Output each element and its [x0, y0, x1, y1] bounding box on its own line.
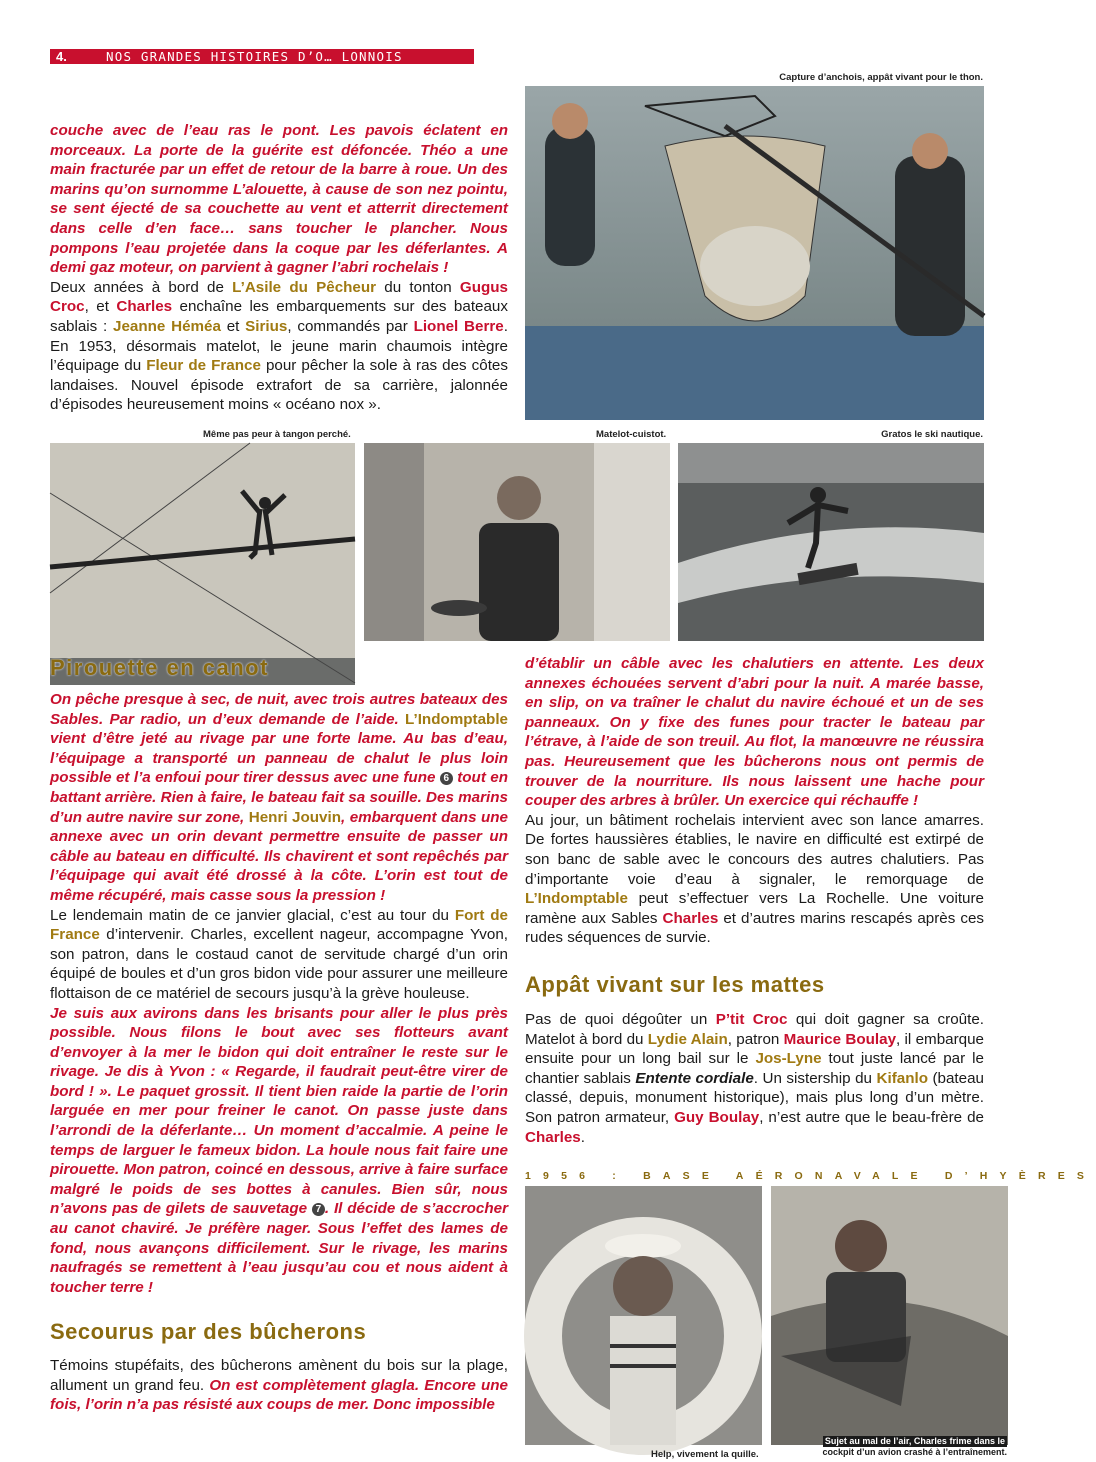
intro-text	[50, 121, 508, 415]
boat-indomptable-2: L’Indomptable	[525, 890, 628, 908]
photo-cook	[364, 443, 670, 641]
right-column-c	[525, 1010, 984, 1147]
right-c6: . Un sistership du	[753, 1069, 872, 1087]
left-column	[50, 690, 508, 1297]
left-a4: , embarquent dans une annexe avec un orin devant permettre ensuite de passer un câble au bateau en difficulté. Ils chavirent et sont repêchés par l’équipage qui avait été drossé à la côte. L’orin est tout de même récupéré, mais casse sous la pression !	[50, 808, 508, 904]
left-d1: Témoins stupéfaits, des bûcherons amènent du bois sur la plage, allument un grand feu.	[50, 1357, 508, 1394]
intro-t2: du tonton	[384, 278, 452, 296]
photo-cockpit	[771, 1186, 1008, 1445]
footnote-6-icon: 6	[440, 772, 453, 785]
left-column-end	[50, 1356, 508, 1415]
intro-t6: , commandés par	[287, 317, 408, 335]
intro-quote-part-1: couche avec de l’eau ras le pont. Les pavois éclatent en morceaux. La porte de la guérite est défoncée. Théo a une main fracturée par un effet de retour de la barre à roue. Un des marins qu’on surnomme	[50, 122, 508, 198]
right-b2: peut s’effectuer vers La Rochelle. Une voiture ramène aux Sables	[525, 890, 984, 927]
photo-tangon	[50, 443, 355, 685]
intro-t3: , et	[84, 298, 109, 316]
intro-t4: enchaîne les embarquements sur des bateaux sablais :	[50, 298, 508, 335]
intro-t8: pour pêcher la sole à ras des côtes landaises. Nouvel épisode extrafort de sa carrière, jalonnée d’épisodes heureusement moins « océano nox ».	[50, 357, 508, 414]
name-charles-2: Charles	[662, 909, 719, 927]
pirouette-quote	[50, 690, 508, 906]
name-charles: Charles	[116, 298, 173, 316]
left-paragraph-b	[50, 906, 508, 1004]
intro-quote	[50, 121, 508, 278]
left-b2: d’intervenir. Charles, excellent nageur, accompagne Yvon, son patron, dans le costaud canot de servitude chargé d’un orin équipé de boules et d’un gros bidon vide pour assurer une meilleure flottaison de ce matériel de secours jusqu’à la grève houleuse.	[50, 926, 508, 1002]
right-c8: , n’est autre que le beau-frère de	[759, 1108, 984, 1126]
heading-pirouette: Pirouette en canot	[50, 655, 269, 680]
banner-1956: 1956 : BASE AÉRONAVALE D’HYÈRES	[525, 1170, 1096, 1182]
photo-water-ski	[678, 443, 984, 641]
caption-cook: Matelot-cuistot.	[596, 429, 667, 440]
left-c2: . Il décide de s’accrocher au canot chaviré. Je préfère nager. Sous l’effet des lames de fond, nous avançons difficilement. Sur le rivage, les marins naufragés se remettent à l’eau jusqu’au cou et nous aident à toucher terre !	[50, 1200, 508, 1296]
intro-nickname: L’alouette	[232, 180, 304, 198]
right-column	[525, 654, 984, 948]
photo-lifebuoy	[525, 1186, 762, 1445]
caption-ski: Gratos le ski nautique.	[881, 429, 983, 440]
right-c9: .	[580, 1128, 585, 1146]
name-gugus: Gugus Croc	[50, 278, 508, 316]
left-b1: Le lendemain matin de ce janvier glacial, c’est au tour du	[50, 906, 449, 924]
boat-jeanne: Jeanne Héméa	[113, 317, 221, 335]
right-paragraph-b	[525, 811, 984, 948]
boat-jos-lyne: Jos-Lyne	[755, 1050, 822, 1068]
caption-cockpit	[806, 1436, 1007, 1458]
heading-secourus: Secourus par des bûcherons	[50, 1319, 367, 1344]
left-a3: tout en battant arrière. Rien à faire, le bateau fait sa souille. Des marins d’un autre navire sur zone,	[50, 769, 508, 826]
right-b3: et d’autres marins rescapés après ces rudes séquences de survie.	[525, 909, 984, 947]
page-header	[50, 49, 474, 64]
right-c7: (bateau classé, depuis, monument historique), mais plus long d’un mètre. Son patron armateur,	[525, 1069, 984, 1126]
intro-paragraph	[50, 278, 508, 415]
boat-asile: L’Asile du Pêcheur	[232, 278, 377, 296]
boat-indomptable: L’Indomptable	[405, 710, 508, 728]
caption-cockpit-line1	[823, 1436, 1007, 1447]
page-number: 4.	[50, 49, 98, 64]
intro-t5: et	[226, 317, 240, 335]
photo-anchovy-catch	[525, 86, 984, 420]
boat-lydie: Lydie Alain	[647, 1030, 728, 1048]
left-a2: vient d’être jeté au rivage par une forte lame. Au bas d’eau, l’équipage a transporté un panneau de chalut le plus loin possible et l’a enfoui pour tirer dessus avec une fune	[50, 730, 508, 787]
left-d2: On est complètement glagla. Encore une fois, l’orin n’a pas résisté aux coups de mer. Donc impossible	[50, 1376, 508, 1414]
name-henri: Henri Jouvin	[248, 808, 341, 826]
left-c1: Je suis aux avirons dans les brisants pour aller le plus près possible. Nous filons le bout avec ses flotteurs avant d’envoyer à la mer le bidon qui doit entraîner le reste sur le rivage. Je dis à Yvon : « Regarde, il faudrait peut-être virer de bord ! ». Le paquet grossit. Il tient bien raide la partie de l’orin larguée en mer pour freiner le canot. On passe juste dans l’arrondi de la déferlante… Un moment d’accalmie. A peine le temps de larguer le fameux bidon. La houle nous fait faire une pirouette. Mon patron, coincé en dessous, arrive à faire surface malgré le poids de ses bottes à canules. Bien sûr, nous n’avons pas de gilets de sauvetage	[50, 1004, 508, 1218]
left-quote-c	[50, 1004, 508, 1298]
caption-quille: Help, vivement la quille.	[651, 1449, 759, 1460]
right-c5: tout juste lancé par le chantier sablais	[525, 1050, 984, 1087]
right-b1: Au jour, un bâtiment rochelais intervient avec son lance amarres. De fortes haussières établies, le navire en difficulté est extirpé de son banc de sable avec le concours des autres chalutiers. Pas d’importante voie d’eau à signaler, le remorquage de	[525, 811, 984, 888]
right-c1: Pas de quoi dégoûter un	[525, 1011, 708, 1028]
page-header-title: NOS GRANDES HISTOIRES D’O… LONNOIS	[106, 49, 403, 64]
intro-quote-part-2: , à cause de son nez pointu, se sent éjecté de sa couchette au vent et atterrit directement dans celle d’en face… sans toucher le plancher. Nous pompons l’eau projetée dans la coque par les déferlantes. A demi gaz moteur, on parvient à gagner l’abri rochelais !	[50, 180, 508, 277]
name-guy: Guy Boulay	[674, 1108, 760, 1126]
boat-fleur: Fleur de France	[146, 357, 261, 375]
name-lionel: Lionel Berre	[413, 317, 504, 335]
name-entente: Entente cordiale	[635, 1069, 754, 1087]
right-c2: qui doit gagner sa croûte. Matelot à bord du	[525, 1011, 984, 1048]
heading-appat: Appât vivant sur les mattes	[525, 972, 825, 997]
boat-sirius: Sirius	[245, 317, 288, 335]
caption-cockpit-c: frime dans le	[949, 1436, 1005, 1446]
boat-fort-de-france: Fort de France	[50, 906, 508, 944]
left-a1: On pêche presque à sec, de nuit, avec trois autres bateaux des Sables. Par radio, un d’eux demande de l’aide.	[50, 691, 508, 728]
caption-anchovy: Capture d’anchois, appât vivant pour le thon.	[779, 72, 983, 83]
footnote-7-icon: 7	[312, 1203, 325, 1216]
caption-cockpit-b: Charles	[913, 1436, 947, 1446]
caption-tangon: Même pas peur à tangon perché.	[203, 429, 351, 440]
name-charles-3: Charles	[525, 1128, 581, 1146]
right-c4: , il embarque ensuite pour un long bail sur le	[525, 1030, 984, 1068]
boat-kifanlo: Kifanlo	[876, 1069, 928, 1087]
name-maurice: Maurice Boulay	[783, 1030, 897, 1048]
caption-cockpit-a: Sujet au mal de l’air,	[824, 1436, 912, 1446]
right-c3: , patron	[727, 1030, 780, 1048]
caption-cockpit-line2: cockpit d’un avion crashé à l’entraînement.	[822, 1447, 1007, 1457]
intro-t1: Deux années à bord de	[50, 278, 224, 296]
name-ptit-croc: P’tit Croc	[715, 1011, 788, 1028]
right-quote-a: d’établir un câble avec les chalutiers en attente. Les deux annexes échouées servent d’abri pour la nuit. A marée basse, en slip, on va traîner le chalut du navire échoué et un de ses panneaux. On y fixe des funes pour tracter le bateau par l’étrave, à l’aide de son treuil. Au flot, la manœuvre ne réussira pas. Heureusement que les bûcherons nous ont permis de trouver de la nourriture. Ils nous laissent une hache pour couper des arbres à brûler. Un exercice qui réchauffe !	[525, 655, 984, 810]
intro-t7: . En 1953, désormais matelot, le jeune marin chaumois intègre l’équipage du	[50, 317, 508, 375]
